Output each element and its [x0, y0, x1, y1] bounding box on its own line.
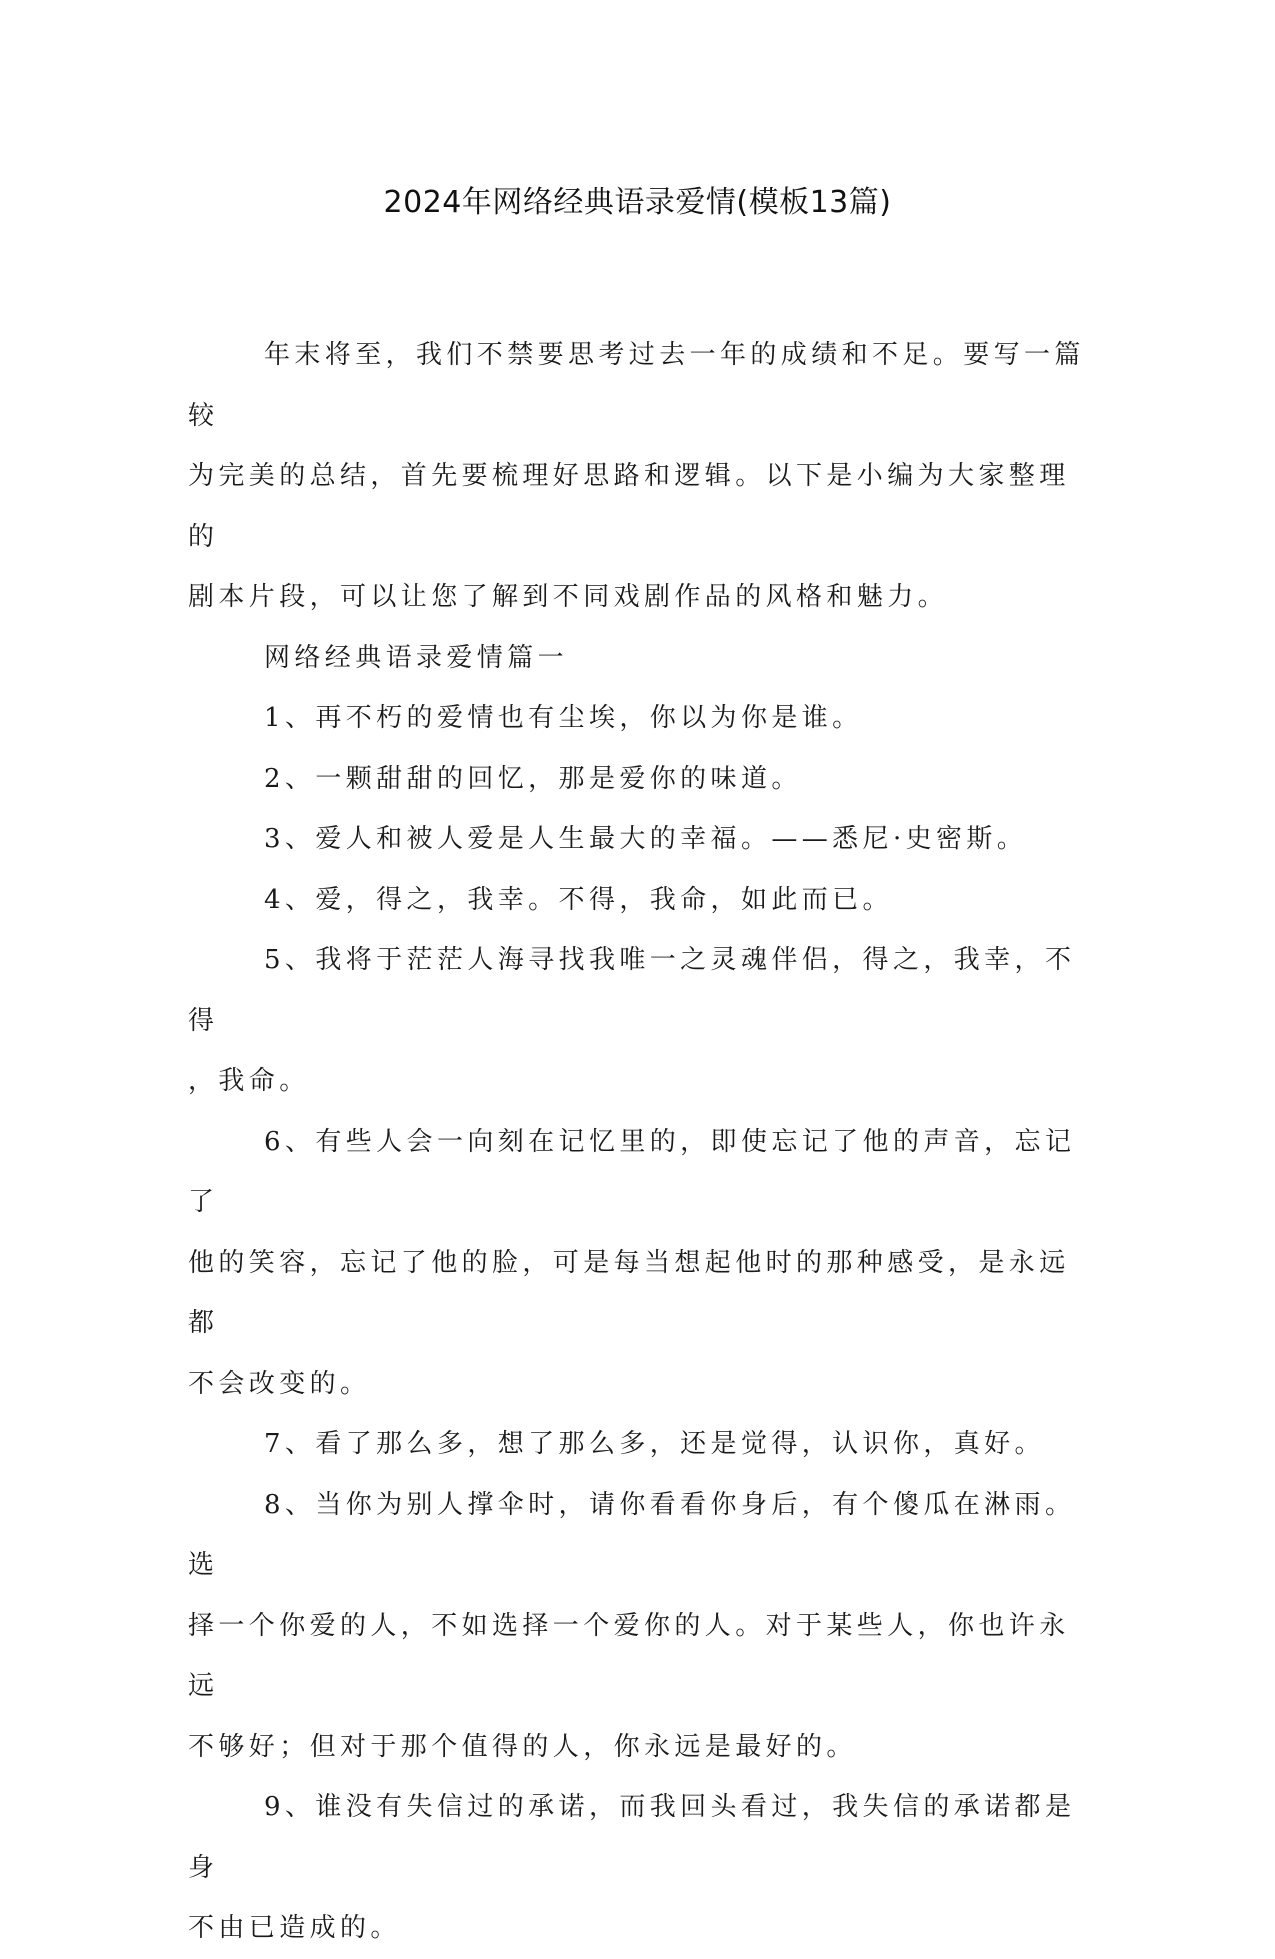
quote-8-line-1: 8、当你为别人撑伞时，请你看看你身后，有个傻瓜在淋雨。选: [188, 1489, 1076, 1580]
section-heading: 网络经典语录爱情篇一: [264, 642, 569, 673]
quote-5-line-1: 5、我将于茫茫人海寻找我唯一之灵魂伴侣，得之，我幸，不得: [188, 945, 1076, 1036]
quote-9-line-1: 9、谁没有失信过的承诺，而我回头看过，我失信的承诺都是身: [188, 1792, 1076, 1883]
quote-6-line-2: 他的笑容，忘记了他的脸，可是每当想起他时的那种感受，是永远都: [188, 1247, 1070, 1338]
quote-6-line-3: 不会改变的。: [188, 1368, 371, 1399]
quote-4: 4、爱，得之，我幸。不得，我命，如此而已。: [264, 884, 893, 915]
quote-5-line-2: ，我命。: [188, 1066, 310, 1096]
quote-1: 1、再不朽的爱情也有尘埃，你以为你是谁。: [264, 703, 863, 733]
intro-line-2: 为完美的总结，首先要梳理好思路和逻辑。以下是小编为大家整理的: [188, 461, 1070, 552]
intro-line-1: 年末将至，我们不禁要思考过去一年的成绩和不足。要写一篇较: [188, 340, 1085, 431]
quote-6-line-1: 6、有些人会一向刻在记忆里的，即使忘记了他的声音，忘记了: [188, 1126, 1076, 1217]
quote-8-line-2: 择一个你爱的人，不如选择一个爱你的人。对于某些人，你也许永远: [188, 1610, 1070, 1701]
document-body: [188, 325, 1088, 1959]
quote-9-line-2: 不由已造成的。: [188, 1913, 401, 1943]
quote-2: 2、一颗甜甜的回忆，那是爱你的味道。: [264, 763, 802, 794]
intro-line-3: 剧本片段，可以让您了解到不同戏剧作品的风格和魅力。: [188, 582, 949, 612]
quote-3: 3、爱人和被人爱是人生最大的幸福。——悉尼·史密斯。: [264, 824, 1028, 854]
quote-8-line-3: 不够好；但对于那个值得的人，你永远是最好的。: [188, 1731, 857, 1762]
document-title: 2024年网络经典语录爱情(模板13篇): [383, 185, 892, 220]
quote-7: 7、看了那么多，想了那么多，还是觉得，认识你，真好。: [264, 1429, 1045, 1459]
